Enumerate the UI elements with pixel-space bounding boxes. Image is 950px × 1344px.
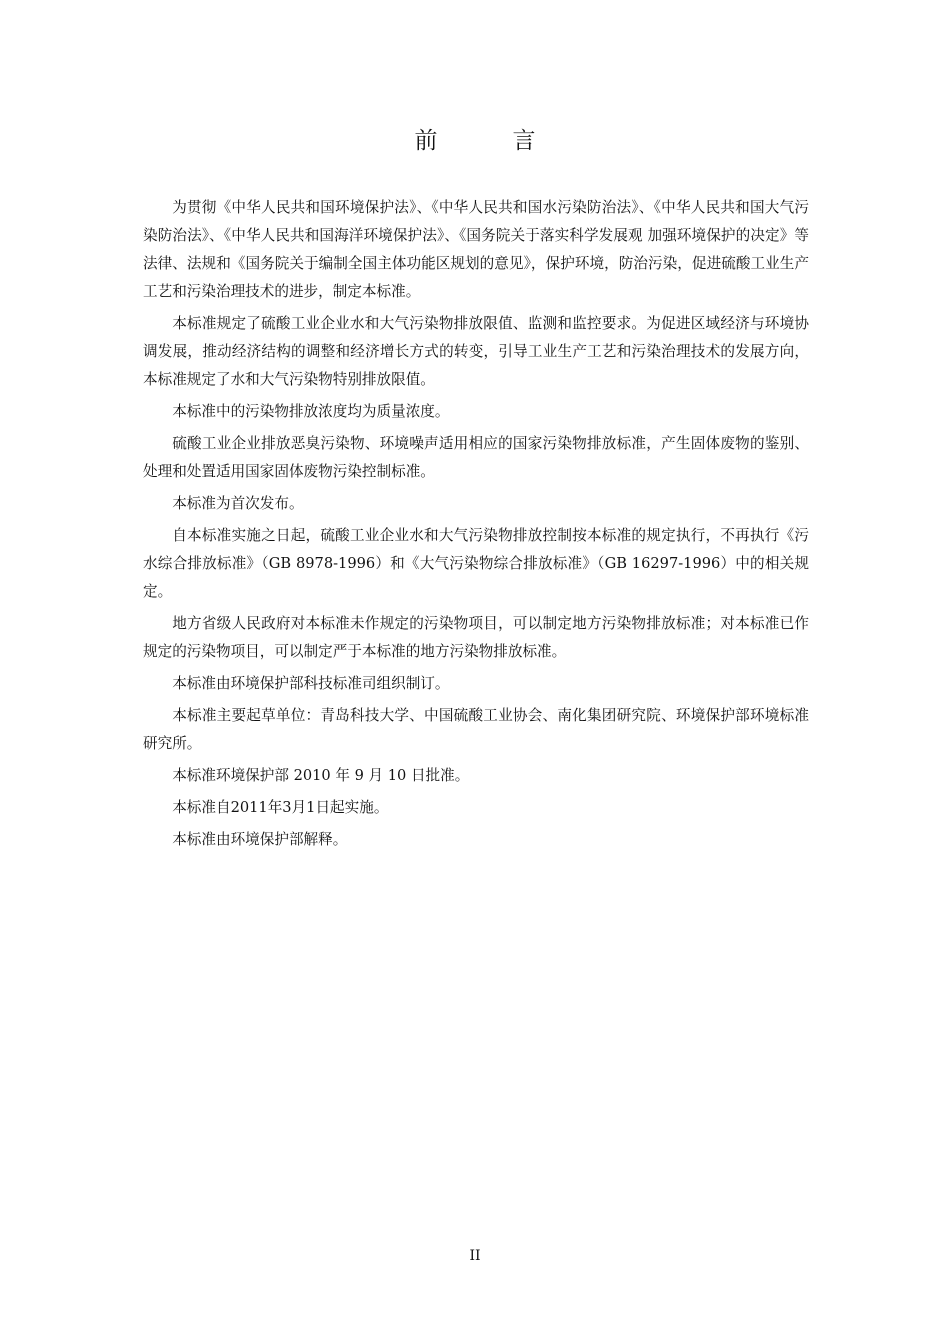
paragraph-drafters: 本标准主要起草单位：青岛科技大学、中国硫酸工业协会、南化集团研究院、环境保护部环境标准研究所。: [143, 707, 809, 752]
paragraph-other-standards: 硫酸工业企业排放恶臭污染物、环境噪声适用相应的国家污染物排放标准，产生固体废物的鉴别、处理和处置适用国家固体废物污染控制标准。: [143, 435, 809, 480]
body-text: [143, 194, 809, 858]
paragraph-local-standards: 地方省级人民政府对本标准未作规定的污染物项目，可以制定地方污染物排放标准；对本标准已作规定的污染物项目，可以制定严于本标准的地方污染物排放标准。: [143, 615, 809, 660]
paragraph-effective-date: 本标准自2011年3月1日起实施。: [172, 799, 389, 816]
paragraph-approval-date: 本标准环境保护部 2010 年 9 月 10 日批准。: [172, 767, 470, 784]
paragraph-purpose: 为贯彻《中华人民共和国环境保护法》、《中华人民共和国水污染防治法》、《中华人民共和国大气污染防治法》、《中华人民共和国海洋环境保护法》、《国务院关于落实科学发展观 加强环境保护的决定》等法律、法规和《国务院关于编制全国主体功能区规划的意见》，保护环境，防治污染，促进硫酸工业生产工艺和污染治理技术的进步，制定本标准。: [143, 199, 809, 300]
page-title: 前 言: [414, 128, 562, 154]
paragraph-concentration: 本标准中的污染物排放浓度均为质量浓度。: [172, 403, 450, 420]
paragraph-organizer: 本标准由环境保护部科技标准司组织制订。: [172, 675, 450, 692]
paragraph-scope: 本标准规定了硫酸工业企业水和大气污染物排放限值、监测和监控要求。为促进区域经济与环境协调发展，推动经济结构的调整和经济增长方式的转变，引导工业生产工艺和污染治理技术的发展方向，本标准规定了水和大气污染物特别排放限值。: [143, 315, 809, 388]
paragraph-interpretation: 本标准由环境保护部解释。: [172, 831, 348, 848]
paragraph-replacement: 自本标准实施之日起，硫酸工业企业水和大气污染物排放控制按本标准的规定执行，不再执行《污水综合排放标准》（GB 8978-1996）和《大气污染物综合排放标准》（GB 16297-1996）中的相关规定。: [143, 527, 809, 600]
page-number: II: [469, 1248, 481, 1264]
paragraph-first-release: 本标准为首次发布。: [172, 495, 304, 512]
